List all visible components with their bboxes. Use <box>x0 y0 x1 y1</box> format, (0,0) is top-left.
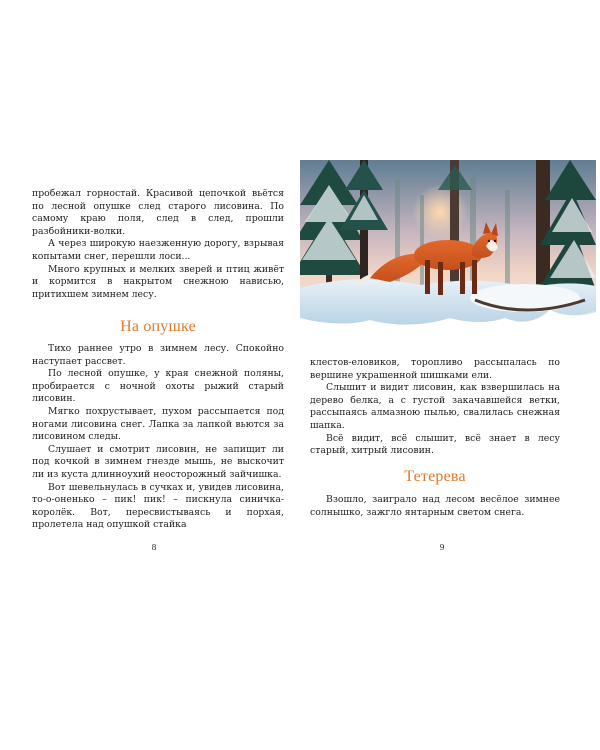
paragraph: Много крупных и мелких зверей и птиц живёт и кормится в накрытом снежною нависью, притихшем зимнем лесу. <box>32 263 284 300</box>
paragraph: Мягко похрустывает, пухом рассыпается под ногами лисовина снег. Лапка за лапкой вьются за лисовином следы. <box>32 405 284 443</box>
section-title-tetereva: Тетерева <box>404 468 466 485</box>
left-section-text <box>32 343 284 532</box>
paragraph: А через широкую наезженную дорогу, взрывая копытами снег, перешли лоси... <box>32 238 284 262</box>
page-number-right: 9 <box>439 543 445 552</box>
paragraph: Взошло, заиграло над лесом весёлое зимнее солнышко, зажгло янтарным светом снега. <box>310 494 560 518</box>
paragraph: Слышит и видит лисовин, как взвершилась на дерево белка, а с густой закачавшейся ветки, рассыпаясь алмазною пылью, свалилась снежная шапка. <box>310 382 560 431</box>
left-intro-text <box>32 188 284 301</box>
paragraph: Всё видит, всё слышит, всё знает в лесу старый, хитрый лисовин. <box>310 432 560 457</box>
paragraph: Слушает и смотрит лисовин, не запищит ли под кочкой в зимнем гнезде мышь, не выскочит ли из куста длинноухий неосторожный зайчишка. <box>32 443 284 480</box>
paragraph: пробежал горностай. Красивой цепочкой вьётся по лесной опушке след старого лисовина. По самому краю поля, след в след, прошли разбойники-волки. <box>32 188 284 237</box>
paragraph: Вот шевельнулась в сучках и, увидев лисовина, то-о-оненько – пик! пик! – пискнула синичка-королёк. Вот, пересвистываясь и порхая, пролетела над опушкой стайка <box>32 481 284 531</box>
paragraph: По лесной опушке, у края снежной поляны, пробирается с ночной охоты рыжий старый лисовин. <box>32 368 284 405</box>
winter-forest-fox-illustration <box>300 160 596 330</box>
page-number-left: 8 <box>151 543 157 552</box>
right-continued-text <box>310 357 560 458</box>
paragraph: Тихо раннее утро в зимнем лесу. Спокойно наступает рассвет. <box>32 343 284 367</box>
paragraph: клестов-еловиков, торопливо рассыпалась по вершине украшенной шишками ели. <box>310 357 560 381</box>
section-title-na-opushke: На опушке <box>120 318 196 335</box>
right-section-text <box>310 494 560 519</box>
